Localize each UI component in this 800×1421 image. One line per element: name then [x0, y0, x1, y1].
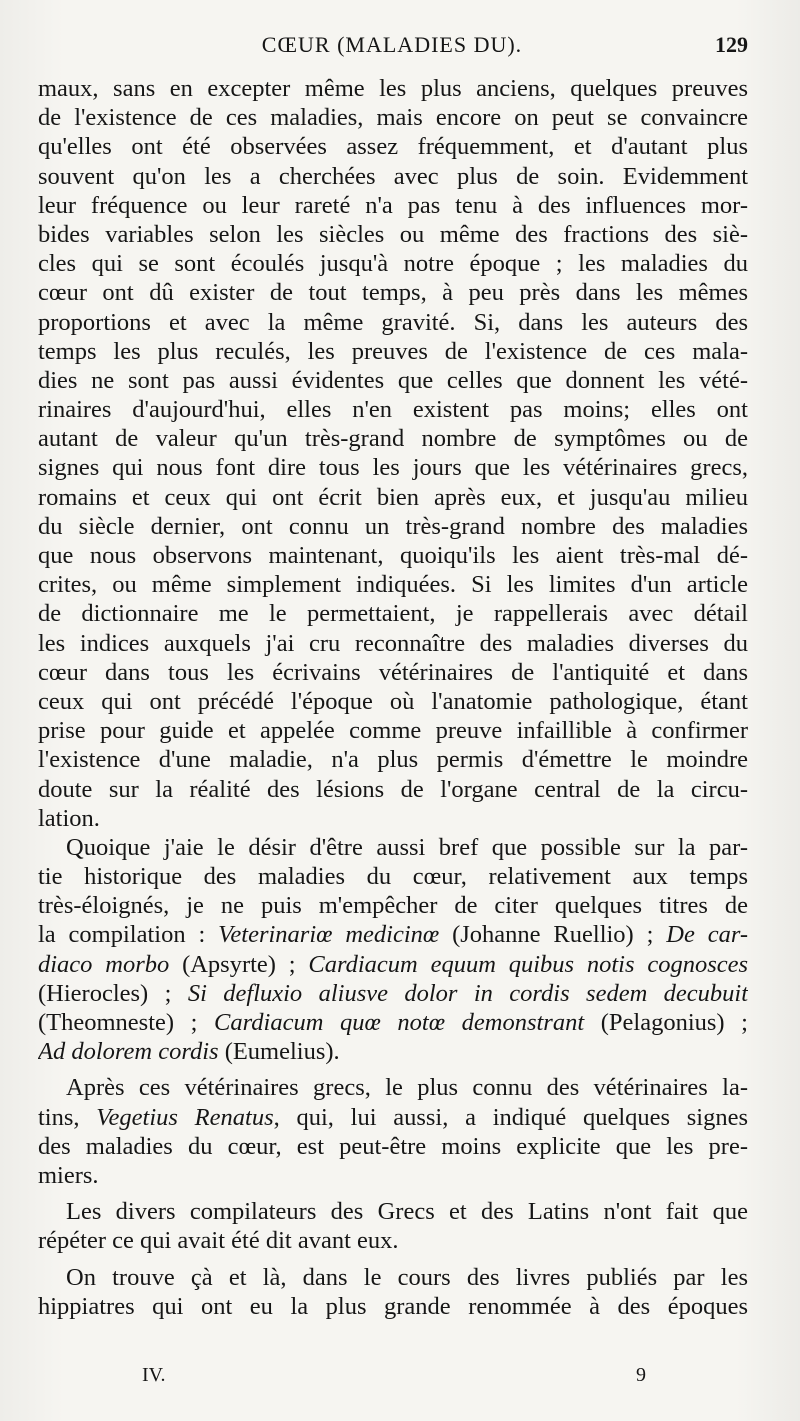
text-line: tie historique des maladies du cœur, relativement aux temps	[38, 863, 748, 891]
body-text	[38, 74, 748, 1321]
text-line: maux, sans en excepter même les plus anciens, quelques preuves	[38, 75, 748, 102]
text-line	[38, 920, 748, 949]
text-span: (Johanne Ruellio) ;	[452, 921, 654, 949]
italic-title: diaco morbo	[38, 950, 170, 978]
text-line: très-éloignés, je ne puis m'empêcher de citer quelques titres de	[38, 892, 748, 920]
italic-title: Veterinariœ medicinœ	[218, 921, 440, 949]
text-line	[38, 1103, 748, 1132]
text-line: souvent qu'on les a cherchées avec plus de soin. Evidemment	[38, 162, 748, 190]
text-line: leur fréquence ou leur rareté n'a pas tenu à des influences mor-	[38, 191, 748, 219]
text-line: de l'existence de ces maladies, mais encore on peut se convaincre	[38, 104, 748, 132]
text-line: On trouve çà et là, dans le cours des livres publiés par les	[66, 1263, 748, 1291]
italic-name: Vegetius Renatus	[96, 1103, 274, 1131]
text-line: prise pour guide et appelée comme preuve infaillible à confirmer	[38, 717, 748, 745]
italic-title: Cardiacum quœ notœ demonstrant	[214, 1009, 585, 1036]
italic-title: Cardiacum equum quibus notis cognosces	[308, 950, 748, 978]
text-line: cœur ont dû exister de tout temps, à peu près dans les mêmes	[38, 279, 748, 307]
italic-title: De car-	[666, 921, 748, 949]
text-line: cœur dans tous les écrivains vétérinaires de l'antiquité et dans	[38, 658, 748, 686]
page-number: 129	[715, 32, 748, 57]
italic-title: Ad dolorem cordis	[38, 1038, 219, 1066]
text-span: (Eumelius).	[224, 1038, 340, 1066]
text-span: (Apsyrte) ;	[182, 950, 296, 978]
text-span: (Theomneste) ;	[38, 1009, 198, 1036]
text-line: lation.	[38, 804, 100, 832]
text-line: bides variables selon les siècles ou même des fractions des siè-	[38, 220, 748, 248]
text-span: (Hierocles) ;	[38, 979, 172, 1007]
text-line: qu'elles ont été observées assez fréquemment, et d'autant plus	[38, 133, 748, 161]
text-line: crites, ou même simplement indiquées. Si les limites d'un article	[38, 571, 748, 599]
text-line: hippiatres qui ont eu la plus grande renommée à des époques	[38, 1292, 748, 1320]
text-line: temps les plus reculés, les preuves de l'existence de ces mala-	[38, 337, 748, 365]
text-line: doute sur la réalité des lésions de l'organe central de la circu-	[38, 775, 748, 803]
italic-title: Si defluxio aliusve dolor in cordis sedem decubuit	[187, 979, 748, 1007]
text-line: signes qui nous font dire tous les jours que les vétérinaires grecs,	[38, 454, 748, 482]
text-line: répéter ce qui avait été dit avant eux.	[38, 1227, 399, 1255]
running-head	[36, 32, 748, 64]
signature-mark: IV.	[142, 1364, 166, 1386]
running-head-title: CŒUR (MALADIES DU).	[261, 32, 523, 57]
text-span: la compilation :	[38, 921, 206, 949]
text-line: dies ne sont pas aussi évidentes que celles que donnent les vété-	[38, 366, 748, 394]
text-line: romains et ceux qui ont écrit bien après eux, et jusqu'au milieu	[38, 483, 748, 511]
text-line: autant de valeur qu'un très-grand nombre de symptômes ou de	[38, 425, 748, 453]
text-line: Les divers compilateurs des Grecs et des Latins n'ont fait que	[66, 1198, 748, 1226]
text-line: cles qui se sont écoulés jusqu'à notre époque ; les maladies du	[38, 250, 748, 278]
text-line: l'existence d'une maladie, n'a plus permis d'émettre le moindre	[38, 746, 748, 774]
text-line: du siècle dernier, ont connu un très-grand nombre des maladies	[38, 512, 748, 540]
text-span: , qui, lui aussi, a indiqué quelques signes	[273, 1103, 748, 1131]
text-line	[38, 950, 748, 979]
text-line: des maladies du cœur, est peut-être moins explicite que les pre-	[38, 1132, 748, 1160]
text-line: Après ces vétérinaires grecs, le plus connu des vétérinaires la-	[66, 1074, 748, 1102]
text-line	[38, 1008, 748, 1037]
text-line	[38, 979, 748, 1008]
text-line	[38, 1037, 748, 1066]
text-line: miers.	[38, 1161, 99, 1189]
text-line: que nous observons maintenant, quoiqu'ils les aient très-mal dé-	[38, 542, 748, 569]
folio-number: 9	[636, 1364, 646, 1386]
text-line: rinaires d'aujourd'hui, elles n'en existent pas moins; elles ont	[38, 396, 748, 424]
text-line: Quoique j'aie le désir d'être aussi bref que possible sur la par-	[66, 833, 748, 861]
text-span: tins,	[38, 1103, 80, 1131]
text-line: proportions et avec la même gravité. Si, dans les auteurs des	[38, 308, 748, 336]
text-line: les indices auxquels j'ai cru reconnaître des maladies diverses du	[38, 629, 748, 657]
page-footer	[36, 1364, 748, 1394]
text-line: ceux qui ont précédé l'époque où l'anatomie pathologique, étant	[38, 687, 748, 715]
text-line: de dictionnaire me le permettaient, je rappellerais avec détail	[38, 600, 748, 628]
text-span: (Pelagonius) ;	[600, 1009, 748, 1036]
